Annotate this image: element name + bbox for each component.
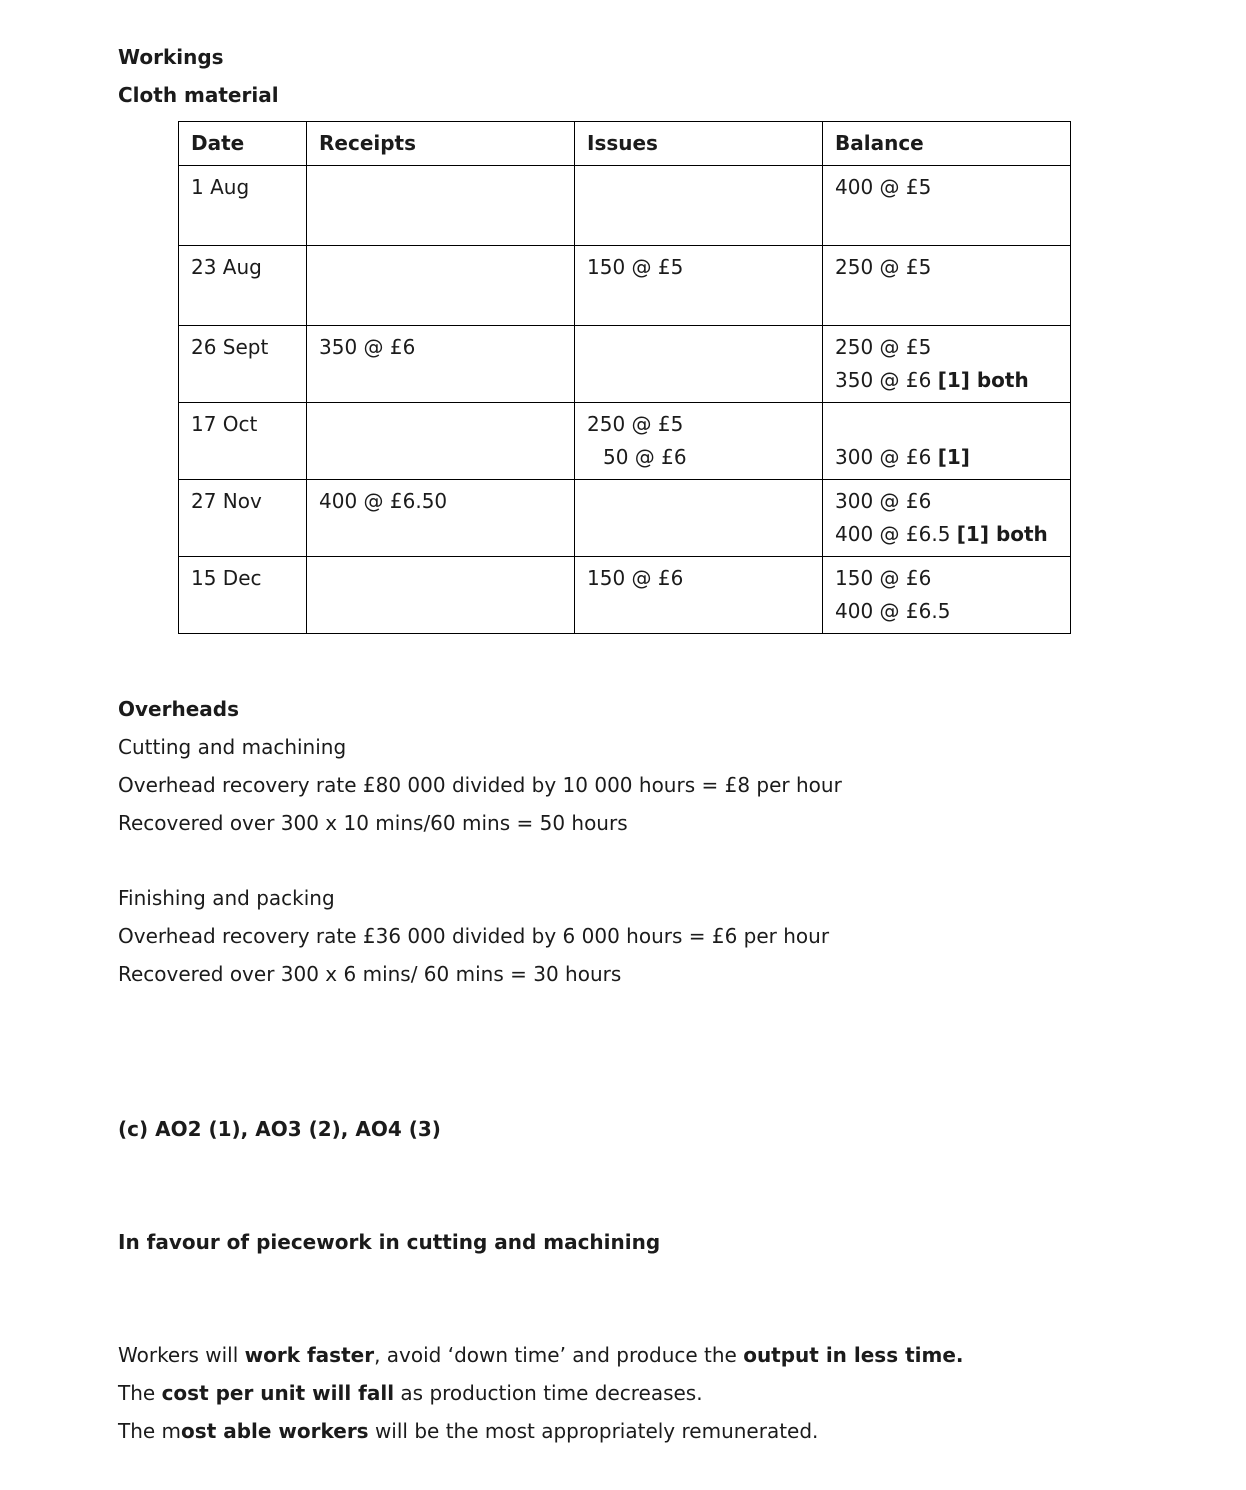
cell-balance: 250 @ £5 350 @ £6 [1] both <box>823 326 1071 403</box>
heading-cloth-material: Cloth material <box>118 83 279 107</box>
cell-receipts: 400 @ £6.50 <box>307 480 575 557</box>
finishing-recovery-rate-line: Overhead recovery rate £36 000 divided by 6 000 hours = £6 per hour <box>118 924 830 948</box>
table-row <box>179 403 1071 480</box>
finishing-packing-title: Finishing and packing <box>118 886 335 910</box>
overheads-section <box>118 690 1186 993</box>
col-header-date: Date <box>179 122 307 166</box>
cell-date: 26 Sept <box>179 326 307 403</box>
table-row <box>179 557 1071 634</box>
cutting-recovery-rate-line: Overhead recovery rate £80 000 divided by 10 000 hours = £8 per hour <box>118 773 842 797</box>
section-c-heading: (c) AO2 (1), AO3 (2), AO4 (3) <box>118 1117 441 1141</box>
cell-date: 27 Nov <box>179 480 307 557</box>
table-header-row <box>179 122 1071 166</box>
section-c-paragraph <box>118 1336 1186 1450</box>
col-header-issues: Issues <box>575 122 823 166</box>
cell-date: 17 Oct <box>179 403 307 480</box>
heading-workings: Workings <box>118 45 224 69</box>
paragraph-line: Workers will work faster, avoid ‘down time’ and produce the output in less time. <box>118 1343 964 1367</box>
cutting-machining-title: Cutting and machining <box>118 735 347 759</box>
cell-balance: 300 @ £6 [1] <box>823 403 1071 480</box>
cell-issues <box>575 480 823 557</box>
table-row <box>179 246 1071 326</box>
cell-date: 1 Aug <box>179 166 307 246</box>
section-c <box>118 1110 1186 1450</box>
section-c-subheading: In favour of piecework in cutting and machining <box>118 1230 661 1254</box>
heading-overheads: Overheads <box>118 697 239 721</box>
col-header-receipts: Receipts <box>307 122 575 166</box>
table-row <box>179 326 1071 403</box>
paragraph-line: The cost per unit will fall as production time decreases. <box>118 1381 703 1405</box>
table-row <box>179 480 1071 557</box>
cell-date: 23 Aug <box>179 246 307 326</box>
cloth-material-table <box>178 121 1071 634</box>
cell-issues: 250 @ £5 50 @ £6 <box>575 403 823 480</box>
table-row <box>179 166 1071 246</box>
cell-receipts <box>307 403 575 480</box>
cutting-recovered-line: Recovered over 300 x 10 mins/60 mins = 50 hours <box>118 811 628 835</box>
cell-issues: 150 @ £6 <box>575 557 823 634</box>
cell-issues <box>575 326 823 403</box>
cell-issues: 150 @ £5 <box>575 246 823 326</box>
paragraph-line: The most able workers will be the most appropriately remunerated. <box>118 1419 819 1443</box>
cell-balance: 300 @ £6 400 @ £6.5 [1] both <box>823 480 1071 557</box>
cell-receipts <box>307 166 575 246</box>
col-header-balance: Balance <box>823 122 1071 166</box>
cell-receipts <box>307 246 575 326</box>
cell-date: 15 Dec <box>179 557 307 634</box>
cell-receipts <box>307 557 575 634</box>
cell-receipts: 350 @ £6 <box>307 326 575 403</box>
cell-balance: 400 @ £5 <box>823 166 1071 246</box>
cell-balance: 150 @ £6 400 @ £6.5 <box>823 557 1071 634</box>
cell-issues <box>575 166 823 246</box>
finishing-recovered-line: Recovered over 300 x 6 mins/ 60 mins = 30 hours <box>118 962 622 986</box>
cell-balance: 250 @ £5 <box>823 246 1071 326</box>
